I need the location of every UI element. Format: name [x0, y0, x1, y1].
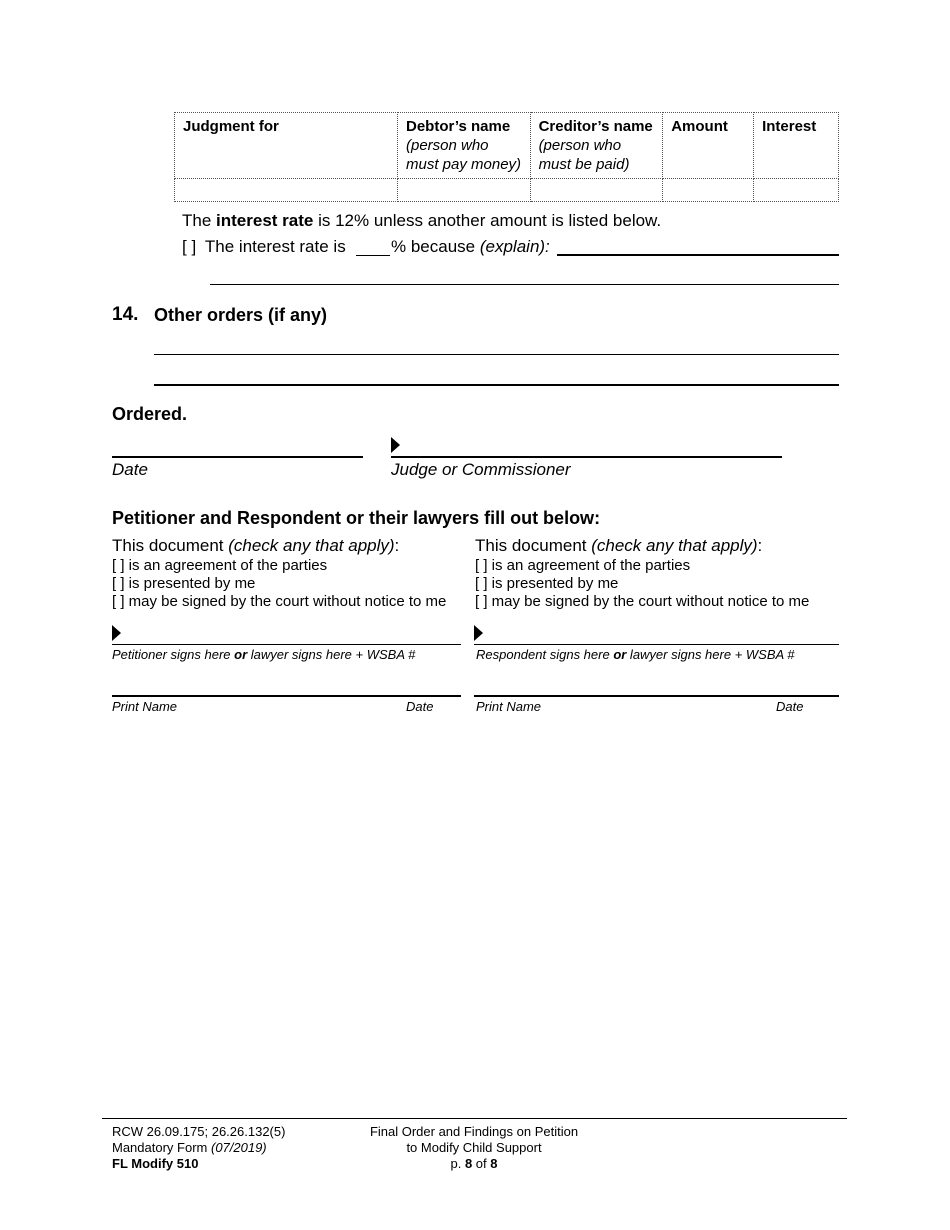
footer-form-id: FL Modify 510 — [112, 1156, 199, 1171]
cell-creditor[interactable] — [530, 179, 663, 202]
order-date-label: Date — [112, 460, 148, 479]
footer-rcw: RCW 26.09.175; 26.26.132(5) — [112, 1124, 286, 1139]
judgment-table-header-row — [175, 113, 839, 179]
header-interest: Interest — [754, 113, 839, 179]
respondent-print-name-line[interactable] — [474, 695, 839, 697]
ordered-title: Ordered. — [112, 404, 188, 424]
judge-label: Judge or Commissioner — [391, 460, 571, 479]
footer-title-2: to Modify Child Support — [406, 1140, 542, 1155]
header-amount: Amount — [663, 113, 754, 179]
respondent-option-presented[interactable]: [ ] is presented by me — [475, 575, 619, 592]
respondent-date-label: Date — [776, 699, 804, 714]
interest-rate-note: The interest rate is 12% unless another amount is listed below. — [182, 211, 662, 230]
petitioner-doc-label: This document (check any that apply): — [112, 536, 400, 555]
header-debtor: Debtor’s name (person who must pay money) — [397, 113, 530, 179]
footer-divider — [102, 1118, 847, 1119]
petitioner-sign-label: Petitioner signs here or lawyer signs here + WSBA # — [112, 647, 416, 662]
section-14-number: 14. — [112, 304, 139, 325]
respondent-option-agreement[interactable]: [ ] is an agreement of the parties — [475, 557, 691, 574]
judge-signature-line[interactable] — [391, 456, 782, 458]
interest-rate-checkbox[interactable]: [ ] — [182, 237, 197, 256]
parties-heading: Petitioner and Respondent or their lawyers fill out below: — [112, 508, 601, 528]
cell-amount[interactable] — [663, 179, 754, 202]
respondent-option-no-notice[interactable]: [ ] may be signed by the court without notice to me — [475, 593, 810, 610]
petitioner-option-no-notice[interactable]: [ ] may be signed by the court without notice to me — [112, 593, 447, 610]
petitioner-option-presented[interactable]: [ ] is presented by me — [112, 575, 256, 592]
petitioner-option-agreement[interactable]: [ ] is an agreement of the parties — [112, 557, 328, 574]
section-14-title: Other orders (if any) — [154, 305, 328, 325]
respondent-print-name-label: Print Name — [476, 699, 542, 714]
judgment-table-entry-row[interactable] — [175, 179, 839, 202]
header-creditor: Creditor’s name (person who must be paid) — [530, 113, 663, 179]
sign-arrow-icon — [391, 437, 400, 453]
other-orders-line-1[interactable] — [154, 354, 839, 355]
cell-judgment-for[interactable] — [175, 179, 398, 202]
petitioner-print-name-label: Print Name — [112, 699, 178, 714]
interest-rate-option: [ ] The interest rate is — [182, 237, 346, 256]
sign-arrow-icon — [474, 625, 483, 641]
footer-center — [354, 1124, 594, 1172]
interest-rate-blank[interactable] — [356, 255, 390, 256]
respondent-doc-label: This document (check any that apply): — [475, 536, 763, 555]
other-orders-line-2[interactable] — [154, 384, 839, 386]
interest-because: % because (explain): — [391, 237, 550, 256]
cell-debtor[interactable] — [397, 179, 530, 202]
footer-page: p. 8 of 8 — [450, 1156, 498, 1171]
judgment-table — [174, 112, 839, 202]
interest-explain-line-1[interactable] — [557, 254, 839, 256]
petitioner-date-label: Date — [406, 699, 434, 714]
interest-explain-line-2[interactable] — [210, 284, 839, 285]
respondent-signature-line[interactable] — [474, 644, 839, 645]
petitioner-signature-line[interactable] — [112, 644, 461, 645]
header-judgment-for: Judgment for — [175, 113, 398, 179]
footer-mandatory: Mandatory Form (07/2019) — [112, 1140, 267, 1155]
order-date-line[interactable] — [112, 456, 363, 458]
footer-title-1: Final Order and Findings on Petition — [369, 1124, 579, 1139]
respondent-sign-label: Respondent signs here or lawyer signs here + WSBA # — [476, 647, 795, 662]
sign-arrow-icon — [112, 625, 121, 641]
footer-left — [112, 1124, 285, 1172]
cell-interest[interactable] — [754, 179, 839, 202]
petitioner-print-name-line[interactable] — [112, 695, 461, 697]
